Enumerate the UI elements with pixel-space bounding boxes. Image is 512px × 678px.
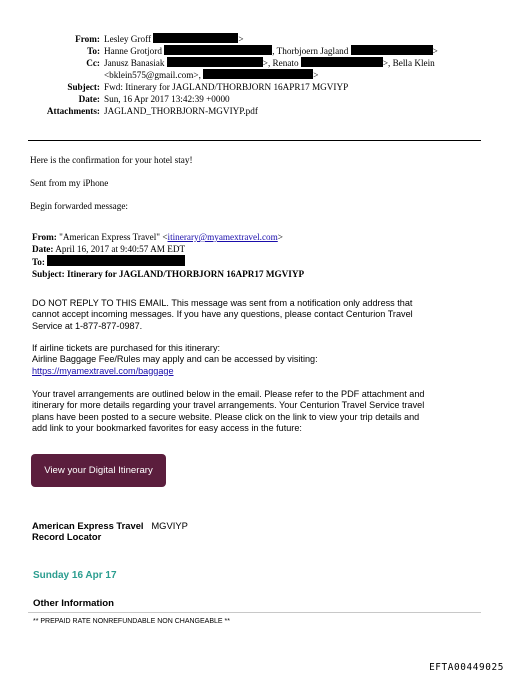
date-label: Date: bbox=[78, 94, 100, 104]
arrangements-line-2: itinerary for more details regarding your travel arrangements. Your Centurion Travel Service travel bbox=[32, 400, 425, 411]
fwd-date-label: Date: bbox=[32, 243, 54, 254]
airline-line-1: If airline tickets are purchased for this itinerary: bbox=[32, 343, 221, 353]
fwd-to-row bbox=[32, 255, 304, 269]
trip-date: Sunday 16 Apr 17 bbox=[33, 570, 117, 581]
header-cc-row-2 bbox=[0, 69, 512, 81]
header-to-row bbox=[0, 45, 512, 57]
notice-line-2: cannot accept incoming messages. If you have any questions, please contact Centurion Travel bbox=[32, 309, 413, 320]
document-id: EFTA00449025 bbox=[429, 662, 504, 673]
fwd-to-label: To: bbox=[32, 257, 45, 267]
header-divider bbox=[28, 140, 481, 141]
fwd-subject-value: Itinerary for JAGLAND/THORBJORN 16APR17 MGVIYP bbox=[64, 268, 305, 279]
cc-email: <bklein575@gmail.com>, bbox=[104, 70, 201, 80]
fwd-from-email-link[interactable]: itinerary@myamextravel.com bbox=[167, 232, 278, 242]
fwd-from-row bbox=[32, 232, 304, 244]
email-header bbox=[0, 33, 512, 117]
redaction-block bbox=[203, 69, 313, 79]
redaction-block bbox=[351, 45, 433, 55]
fwd-subject-label: Subject: bbox=[32, 268, 65, 279]
header-subject-row bbox=[0, 81, 512, 93]
prepaid-note: ** PREPAID RATE NONREFUNDABLE NON CHANGEABLE ** bbox=[33, 618, 230, 625]
cc-value-2 bbox=[104, 69, 318, 81]
cc-value bbox=[104, 57, 435, 69]
to-label: To: bbox=[87, 46, 100, 56]
record-locator-block bbox=[32, 520, 188, 542]
record-locator-label: Record Locator bbox=[32, 531, 102, 542]
cc-mid2: >, Bella Klein bbox=[382, 58, 435, 68]
notice-line-3: Service at 1-877-877-0987. bbox=[32, 320, 143, 331]
record-company: American Express Travel bbox=[32, 520, 144, 531]
arrangements-line-3: plans have been posted to a secure website. Please click on the link to view your trip details and bbox=[32, 411, 420, 422]
notice-paragraph bbox=[32, 298, 413, 332]
body-line-2: Sent from my iPhone bbox=[30, 178, 109, 188]
cc-label: Cc: bbox=[86, 58, 100, 68]
fwd-from-label: From: bbox=[32, 232, 57, 242]
header-from-row bbox=[0, 33, 512, 45]
fwd-from-name: "American Express Travel" < bbox=[56, 232, 168, 242]
fwd-date-value: April 16, 2017 at 9:40:57 AM EDT bbox=[53, 243, 186, 254]
arrangements-line-1: Your travel arrangements are outlined below in the email. Please refer to the PDF attachment and bbox=[32, 389, 425, 399]
to-mid: , Thorbjoern Jagland bbox=[272, 46, 349, 56]
notice-line-1: DO NOT REPLY TO THIS EMAIL. This message was sent from a notification only address that bbox=[32, 298, 413, 308]
attachments-label: Attachments: bbox=[46, 106, 100, 116]
cc-name: Janusz Banasiak bbox=[104, 58, 165, 68]
cc-mid1: >, Renato bbox=[262, 58, 299, 68]
fwd-from-close: > bbox=[277, 232, 283, 242]
subject-label: Subject: bbox=[67, 82, 100, 92]
to-value bbox=[104, 45, 438, 57]
body-line-3: Begin forwarded message: bbox=[30, 201, 128, 211]
arrangements-line-4: add link to your bookmarked favorites for easy access in the future: bbox=[32, 422, 302, 433]
airline-paragraph bbox=[32, 343, 318, 377]
from-tail: > bbox=[238, 34, 244, 44]
subject-value: Fwd: Itinerary for JAGLAND/THORBJORN 16APR17 MGVIYP bbox=[104, 82, 349, 92]
view-digital-itinerary-button[interactable]: View your Digital Itinerary bbox=[31, 454, 166, 487]
fwd-subject-row bbox=[32, 269, 304, 281]
section-divider bbox=[28, 612, 481, 613]
arrangements-paragraph bbox=[32, 389, 424, 434]
from-value bbox=[104, 33, 244, 45]
record-code: MGVIYP bbox=[151, 520, 188, 531]
redaction-block bbox=[167, 57, 263, 67]
header-cc-row bbox=[0, 57, 512, 69]
redaction-block bbox=[164, 45, 272, 55]
header-date-row bbox=[0, 93, 512, 105]
header-attachments-row bbox=[0, 105, 512, 117]
forwarded-header bbox=[32, 232, 304, 280]
attachment-file[interactable]: JAGLAND_THORBJORN-MGVIYP.pdf bbox=[104, 106, 258, 116]
from-name: Lesley Groff bbox=[104, 34, 152, 44]
to-name: Hanne Grotjord bbox=[104, 46, 162, 56]
baggage-link[interactable]: https://myamextravel.com/baggage bbox=[32, 365, 174, 376]
cc-line2-tail: > bbox=[313, 70, 319, 80]
other-information-title: Other Information bbox=[33, 598, 115, 609]
from-label: From: bbox=[75, 34, 100, 44]
body-line-1: Here is the confirmation for your hotel stay! bbox=[30, 155, 193, 165]
redaction-block bbox=[47, 255, 185, 266]
redaction-block bbox=[301, 57, 383, 67]
to-tail: > bbox=[432, 46, 438, 56]
record-company-row bbox=[32, 520, 188, 531]
airline-line-2: Airline Baggage Fee/Rules may apply and can be accessed by visiting: bbox=[32, 354, 318, 365]
redaction-block bbox=[153, 33, 238, 43]
date-value: Sun, 16 Apr 2017 13:42:39 +0000 bbox=[104, 94, 230, 104]
fwd-date-row bbox=[32, 244, 304, 256]
